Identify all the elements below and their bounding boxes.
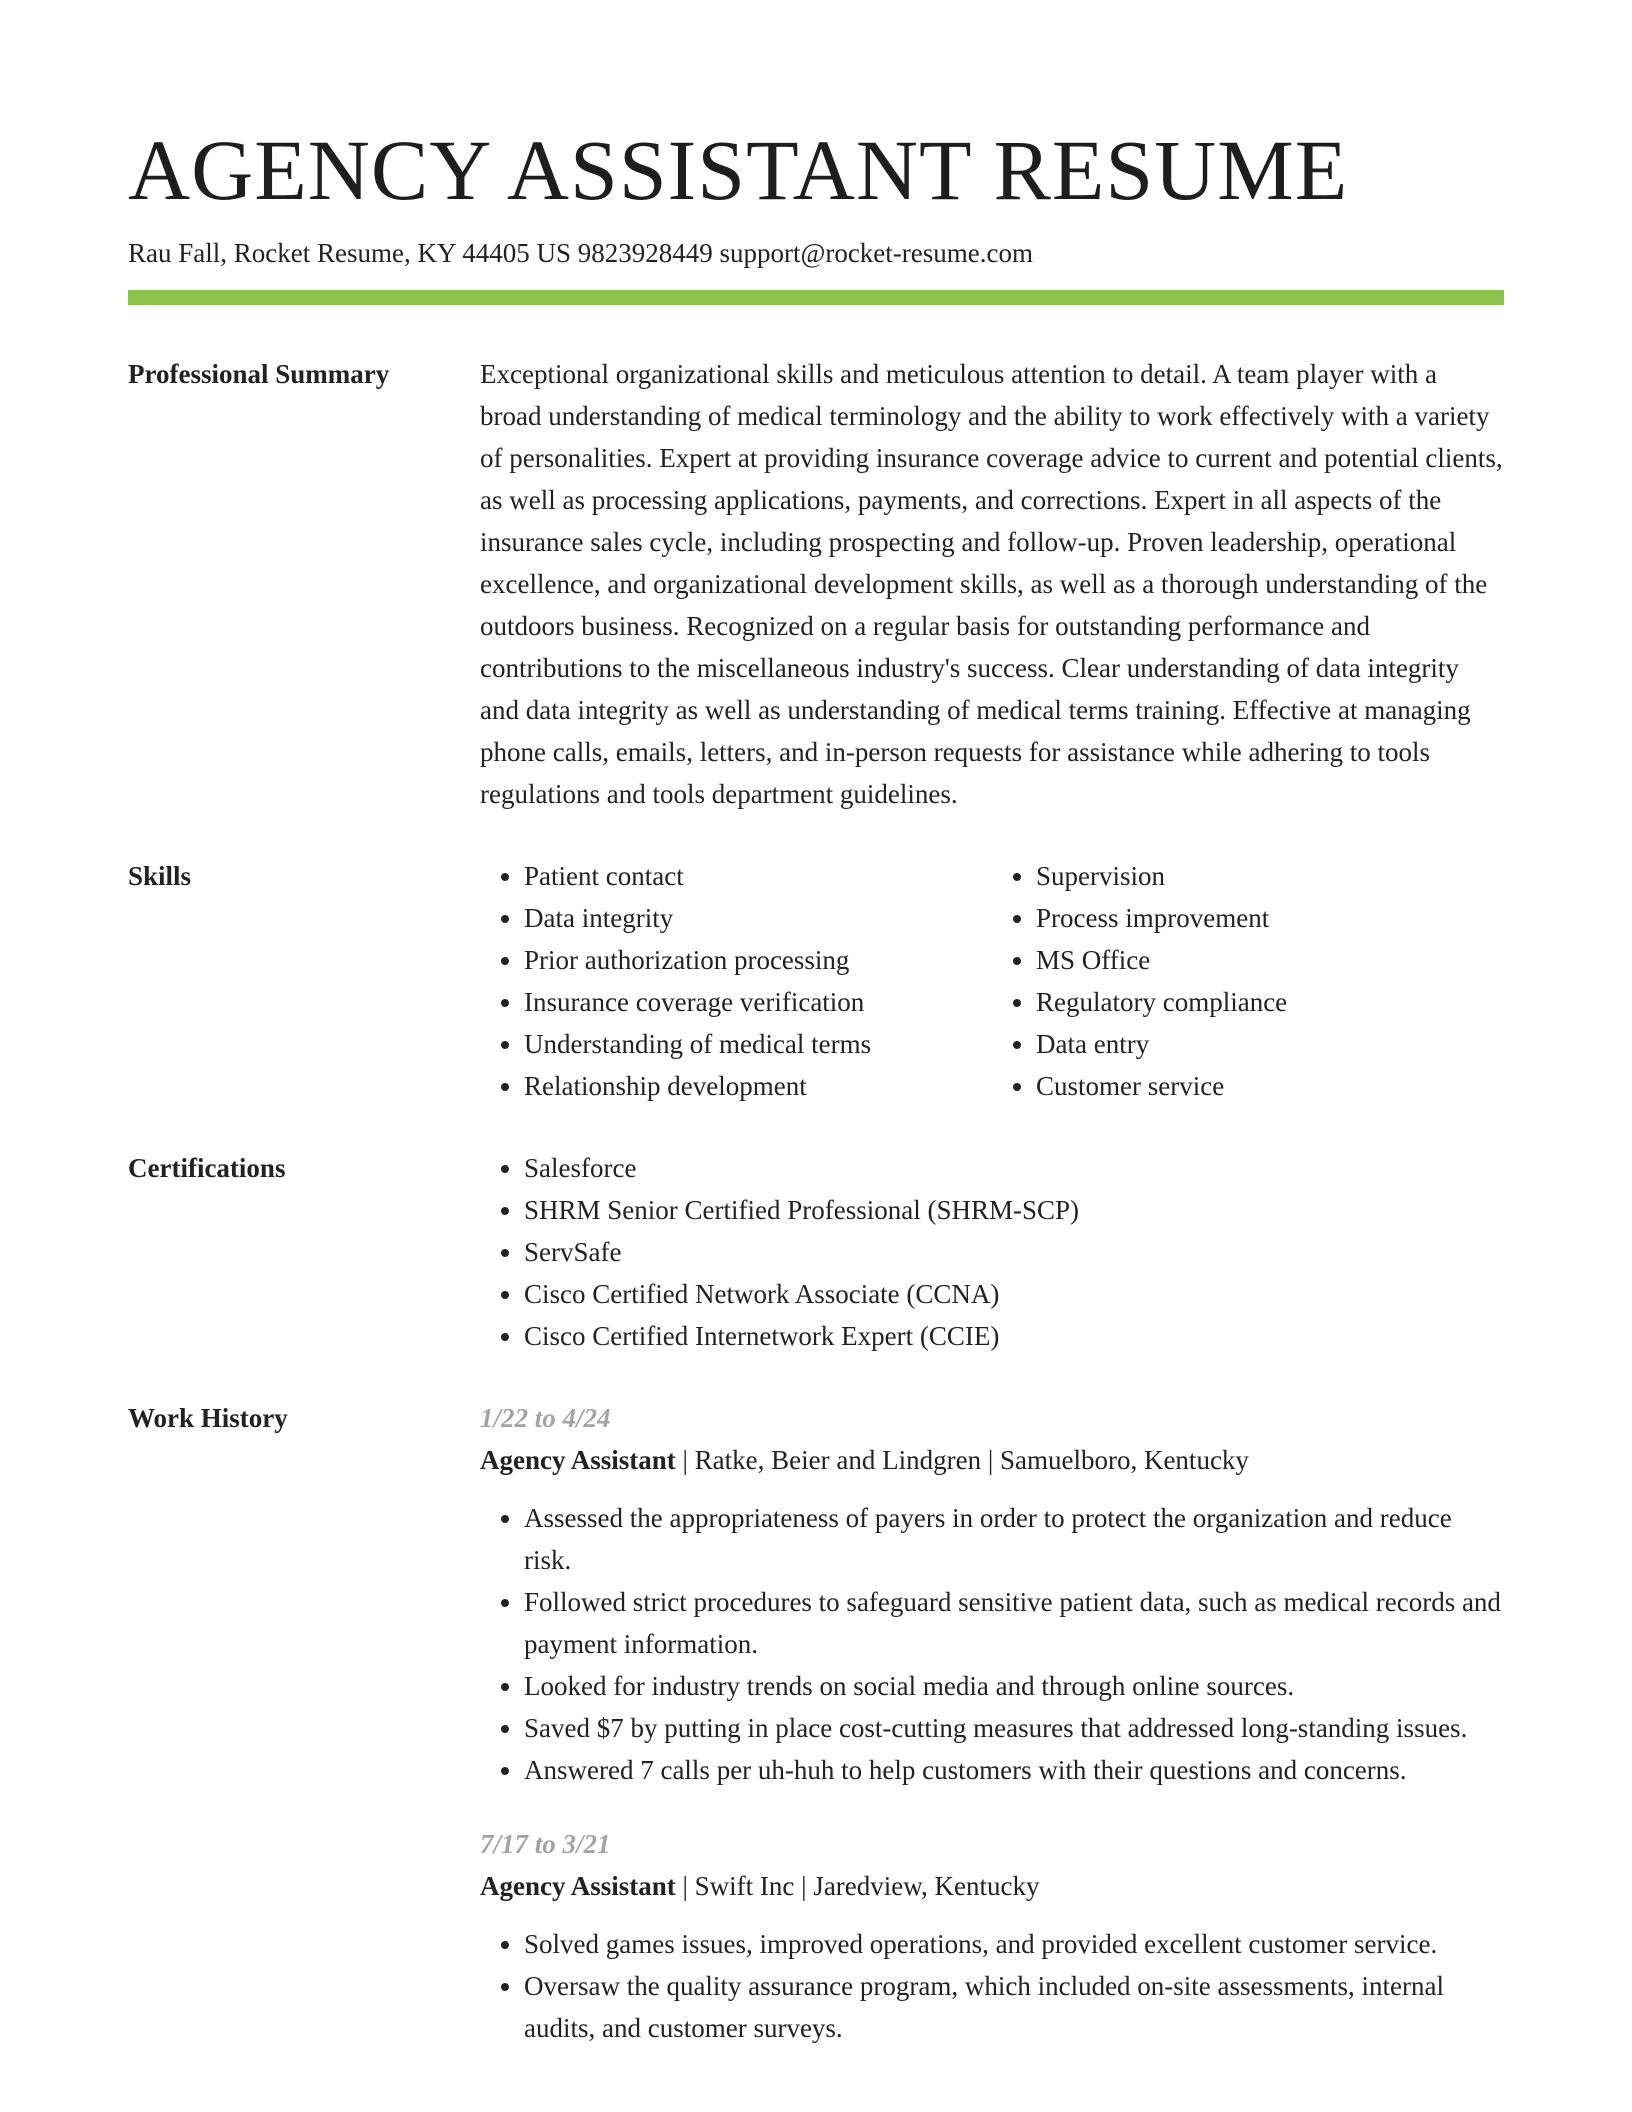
job-bullet: • Answered 7 calls per uh-huh to help customers with their questions and concerns. — [524, 1749, 1504, 1791]
skill-item: • Supervision — [1036, 855, 1504, 897]
job-employer-location: | Ratke, Beier and Lindgren | Samuelboro, Kentucky — [675, 1445, 1249, 1475]
section-label-certifications: Certifications — [128, 1153, 286, 1183]
certification-item: • SHRM Senior Certified Professional (SHRM-SCP) — [524, 1189, 1504, 1231]
skill-item: • Data entry — [1036, 1023, 1504, 1065]
job-dates: 7/17 to 3/21 — [480, 1829, 611, 1859]
job-heading — [480, 1439, 1504, 1481]
certification-item: • Cisco Certified Internetwork Expert (CCIE) — [524, 1315, 1504, 1357]
skills-list-right — [992, 855, 1504, 1107]
skill-item: • Data integrity — [524, 897, 992, 939]
skill-item: • Insurance coverage verification — [524, 981, 992, 1023]
skill-item: • MS Office — [1036, 939, 1504, 981]
summary-text: Exceptional organizational skills and meticulous attention to detail. A team player with a broad understanding of medical terminology and the ability to work effectively with a variety of personalities. Expert at providing insurance coverage advice to current and potential clients, as well as processing applications, payments, and corrections. Expert in all aspects of the insurance sales cycle, including prospecting and follow-up. Proven leadership, operational excellence, and organizational development skills, as well as a thorough understanding of the outdoors business. Recognized on a regular basis for outstanding performance and contributions to the miscellaneous industry's success. Clear understanding of data integrity and data integrity as well as understanding of medical terms training. Effective at managing phone calls, emails, letters, and in-person requests for assistance while adhering to tools regulations and tools department guidelines. — [480, 359, 1503, 809]
skill-item: • Patient contact — [524, 855, 992, 897]
certification-item: • Cisco Certified Network Associate (CCNA) — [524, 1273, 1504, 1315]
section-label-work-history: Work History — [128, 1403, 288, 1433]
skill-item: • Process improvement — [1036, 897, 1504, 939]
skills-grid — [480, 855, 1504, 1107]
job-bullet: • Followed strict procedures to safeguard sensitive patient data, such as medical records and payment information. — [524, 1581, 1504, 1665]
header-divider — [128, 290, 1504, 305]
skill-item: • Regulatory compliance — [1036, 981, 1504, 1023]
section-label-skills: Skills — [128, 861, 192, 891]
job-bullet: • Saved $7 by putting in place cost-cutting measures that addressed long-standing issues. — [524, 1707, 1504, 1749]
section-label-summary: Professional Summary — [128, 359, 390, 389]
job-bullet: • Oversaw the quality assurance program, which included on-site assessments, internal audits, and customer surveys. — [524, 1965, 1504, 2049]
job-bullet: • Solved games issues, improved operations, and provided excellent customer service. — [524, 1923, 1504, 1965]
job-heading — [480, 1865, 1504, 1907]
work-history-section — [128, 1397, 1504, 2049]
certification-item: • Salesforce — [524, 1147, 1504, 1189]
contact-line: Rau Fall, Rocket Resume, KY 44405 US 9823928449 support@rocket-resume.com — [128, 238, 1033, 268]
job-bullets — [480, 1923, 1504, 2049]
skill-item: • Relationship development — [524, 1065, 992, 1107]
job-bullets — [480, 1497, 1504, 1791]
job-bullet: • Looked for industry trends on social media and through online sources. — [524, 1665, 1504, 1707]
job-employer-location: | Swift Inc | Jaredview, Kentucky — [675, 1871, 1040, 1901]
certification-item: • ServSafe — [524, 1231, 1504, 1273]
certifications-list — [480, 1147, 1504, 1357]
skill-item: • Customer service — [1036, 1065, 1504, 1107]
job-bullet: • Assessed the appropriateness of payers in order to protect the organization and reduce risk. — [524, 1497, 1504, 1581]
job-entry — [480, 1397, 1504, 1791]
skills-list-left — [480, 855, 992, 1107]
skills-section — [128, 855, 1504, 1107]
job-dates: 1/22 to 4/24 — [480, 1403, 611, 1433]
resume-title: AGENCY ASSISTANT RESUME — [128, 122, 1349, 218]
job-entry — [480, 1823, 1504, 2049]
skill-item: • Understanding of medical terms — [524, 1023, 992, 1065]
summary-section — [128, 353, 1504, 815]
job-title: Agency Assistant — [480, 1871, 676, 1901]
certifications-section — [128, 1147, 1504, 1357]
job-title: Agency Assistant — [480, 1445, 676, 1475]
skill-item: • Prior authorization processing — [524, 939, 992, 981]
